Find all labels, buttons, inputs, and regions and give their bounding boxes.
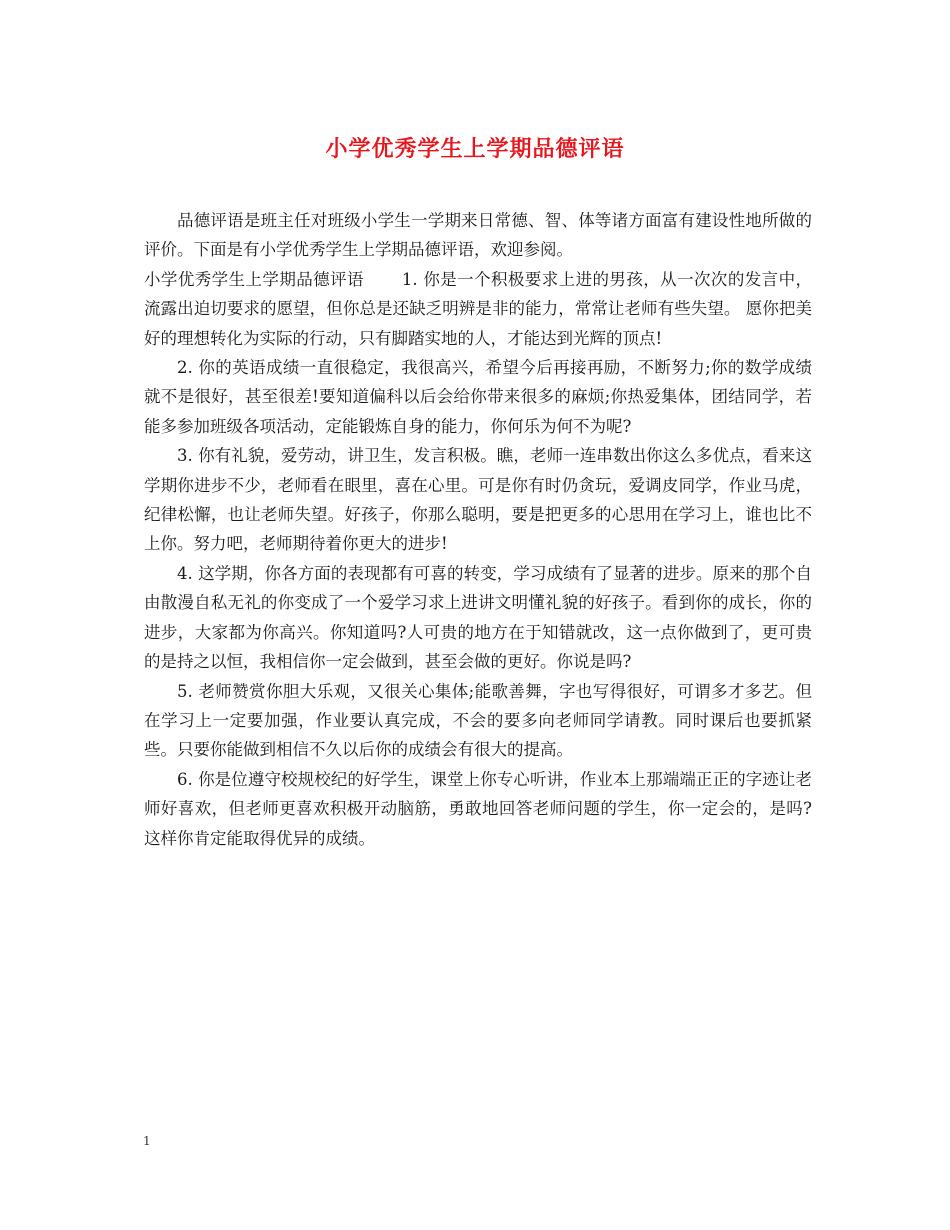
document-body	[144, 206, 812, 853]
section-label: 小学优秀学生上学期品德评语	[144, 269, 364, 289]
intro-paragraph: 品德评语是班主任对班级小学生一学期来日常德、智、体等诸方面富有建设性地所做的评价。下面是有小学优秀学生上学期品德评语，欢迎参阅。	[144, 211, 812, 260]
document-title: 小学优秀学生上学期品德评语	[325, 136, 625, 162]
comment-paragraph-1	[144, 265, 812, 353]
comment-paragraph-2: 2. 你的英语成绩一直很稳定，我很高兴，希望今后再接再励，不断努力;你的数学成绩就不是很好，甚至很差!要知道偏科以后会给你带来很多的麻烦;你热爱集体，团结同学，若能多参加班级各项活动，定能锻炼自身的能力，你何乐为何不为呢?	[144, 358, 812, 436]
comment-paragraph-3: 3. 你有礼貌，爱劳动，讲卫生，发言积极。瞧，老师一连串数出你这么多优点，看来这学期你进步不少，老师看在眼里，喜在心里。可是你有时仍贪玩，爱调皮同学，作业马虎，纪律松懈，也让老师失望。好孩子，你那么聪明，要是把更多的心思用在学习上，谁也比不上你。努力吧，老师期待着你更大的进步!	[144, 446, 812, 554]
comment-paragraph-5: 5. 老师赞赏你胆大乐观，又很关心集体;能歌善舞，字也写得很好，可谓多才多艺。但在学习上一定要加强，作业要认真完成，不会的要多向老师同学请教。同时课后也要抓紧些。只要你能做到相信不久以后你的成绩会有很大的提高。	[144, 681, 812, 760]
comment-text-1: 1. 你是一个积极要求上进的男孩，从一次次的发言中，流露出迫切要求的愿望，但你总是还缺乏明辨是非的能力，常常让老师有些失望。 愿你把美好的理想转化为实际的行动，只有脚踏实地的人，才能达到光辉的顶点!	[144, 269, 812, 348]
comment-paragraph-6: 6. 你是位遵守校规校纪的好学生，课堂上你专心听讲，作业本上那端端正正的字迹让老师好喜欢，但老师更喜欢积极开动脑筋，勇敢地回答老师问题的学生，你一定会的，是吗?这样你肯定能取得优异的成绩。	[144, 769, 812, 848]
comment-paragraph-4: 4. 这学期，你各方面的表现都有可喜的转变，学习成绩有了显著的进步。原来的那个自由散漫自私无礼的你变成了一个爱学习求上进讲文明懂礼貌的好孩子。看到你的成长，你的进步，大家都为你高兴。你知道吗?人可贵的地方在于知错就改，这一点你做到了，更可贵的是持之以恒，我相信你一定会做到，甚至会做的更好。你说是吗?	[144, 563, 812, 672]
page-number: 1	[143, 1134, 151, 1148]
